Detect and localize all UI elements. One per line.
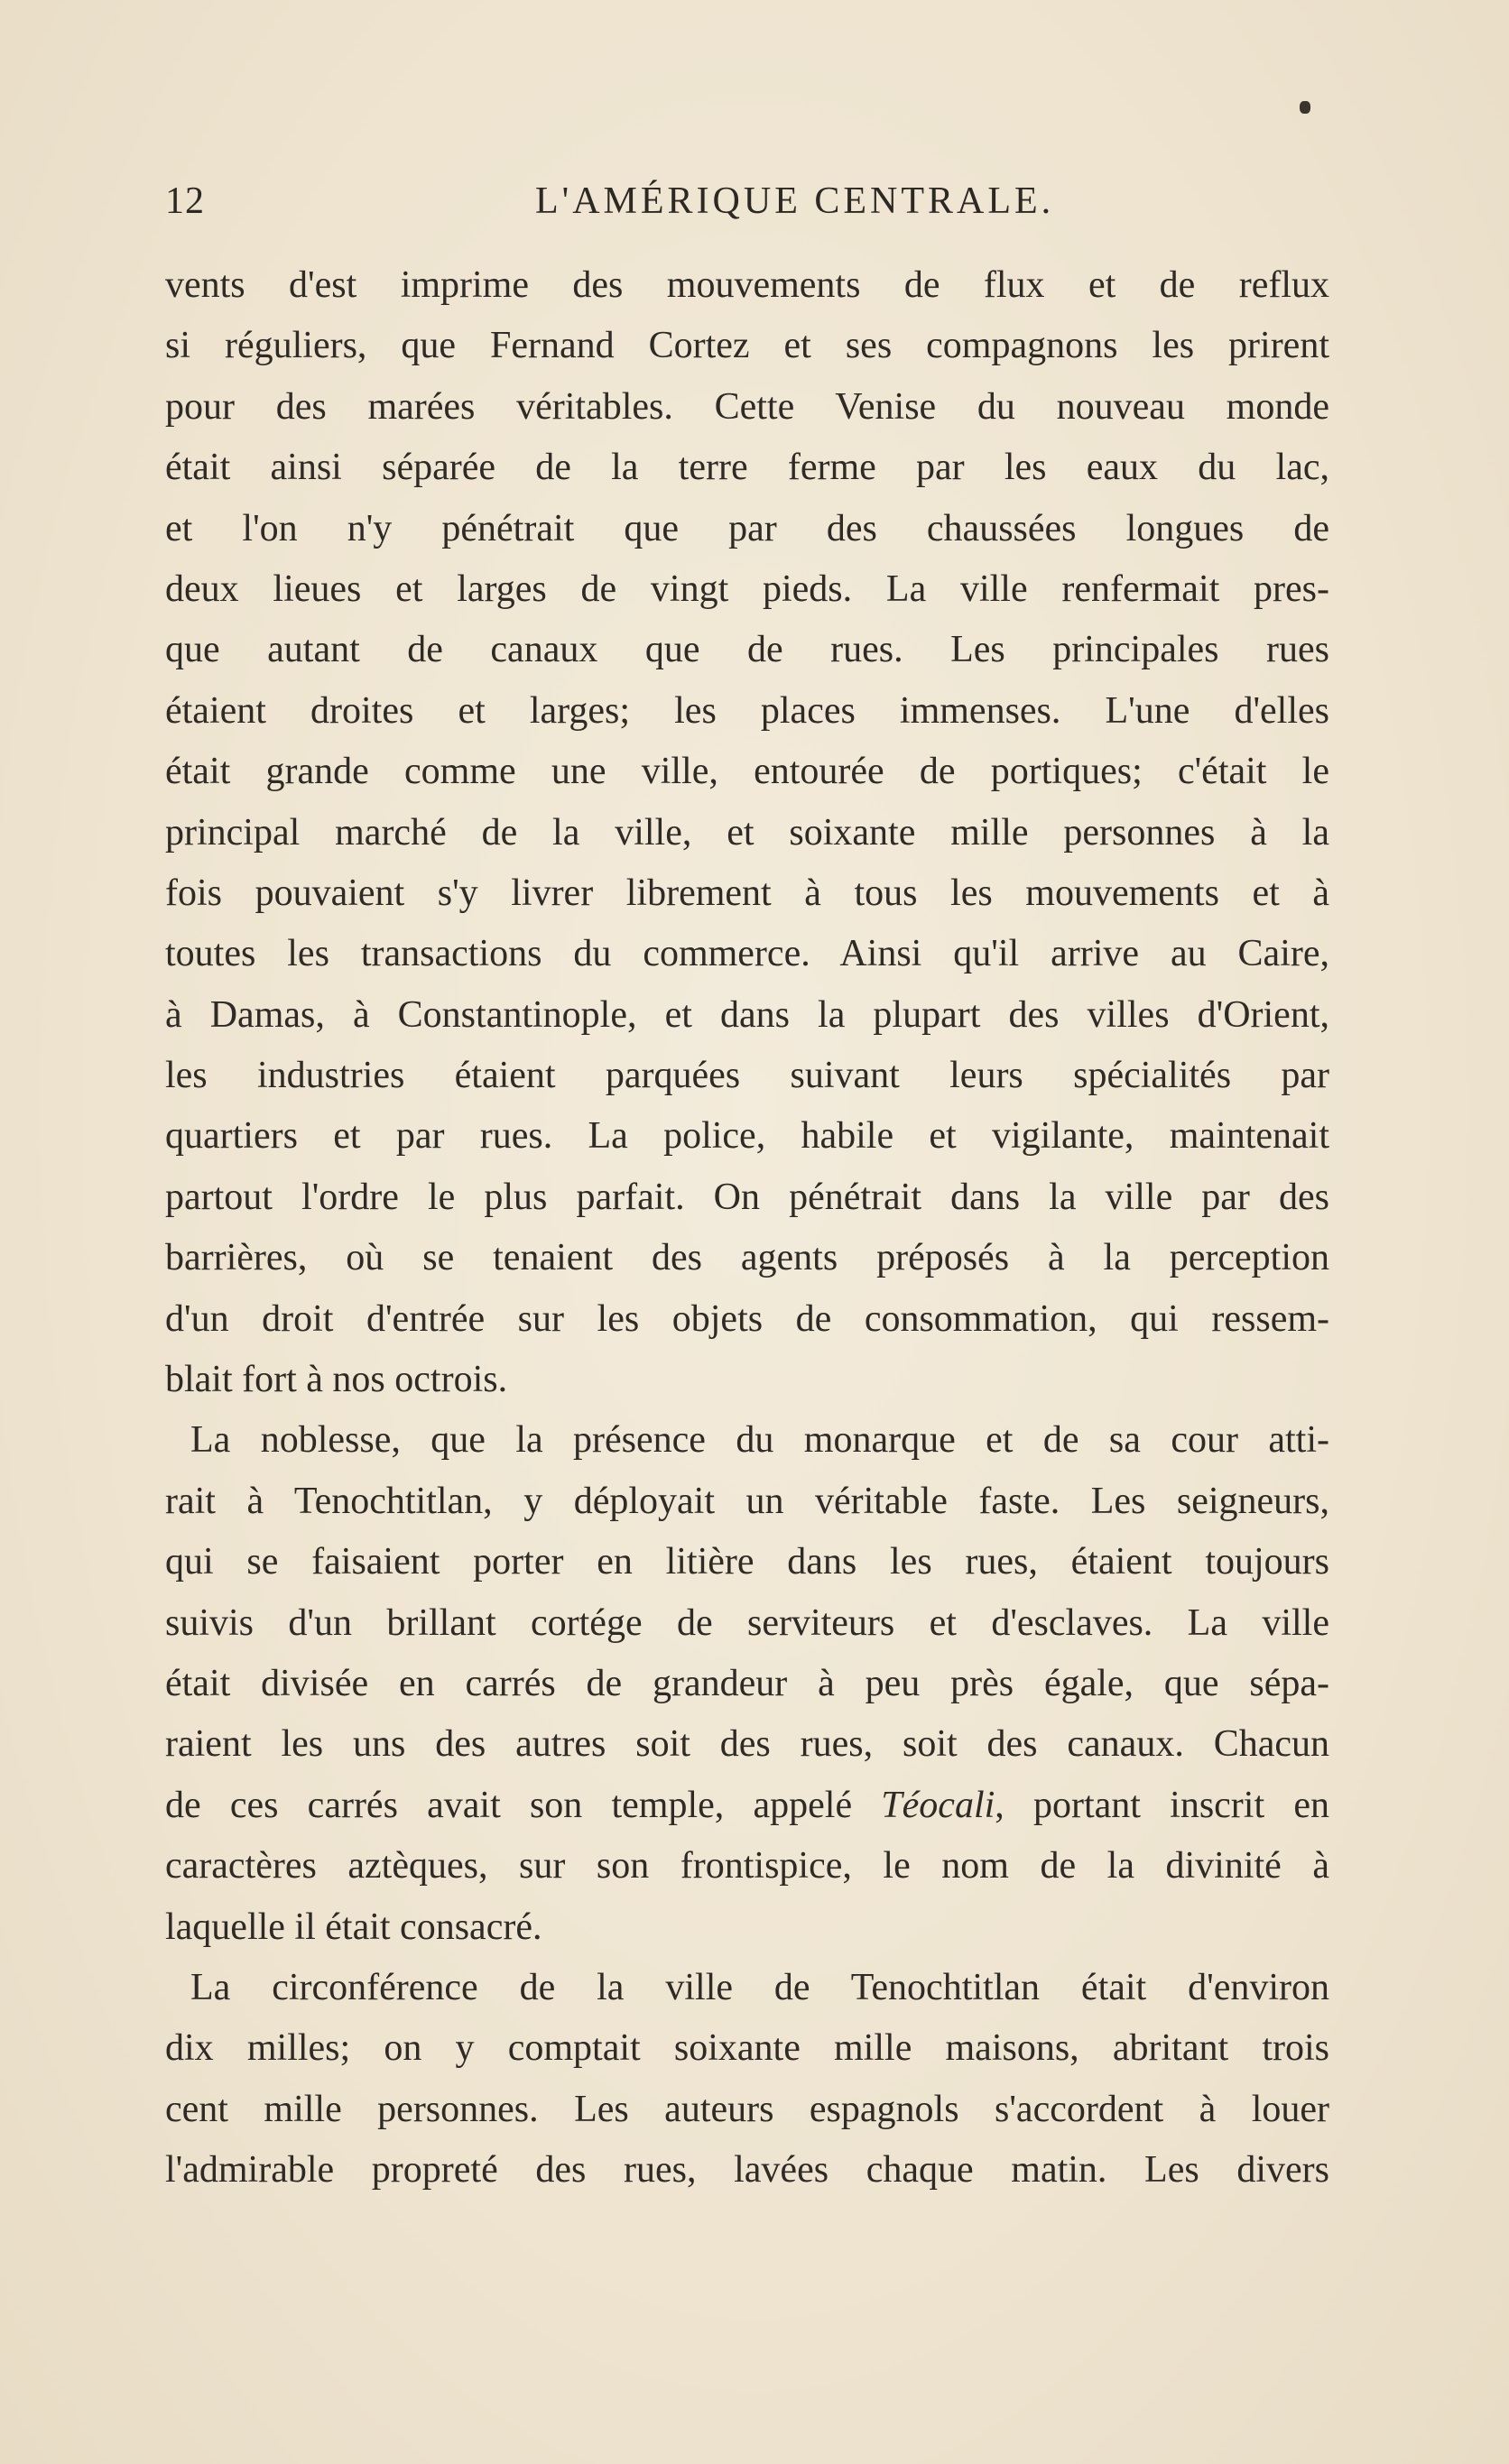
text-line: caractères aztèques, sur son frontispice, le nom de la divinité à xyxy=(165,1845,1329,1887)
text-line: pour des marées véritables. Cette Venise du nouveau monde xyxy=(165,385,1329,428)
paragraph-1 xyxy=(165,255,1329,1410)
text-line: à Damas, à Constantinople, et dans la plupart des villes d'Orient, xyxy=(165,993,1329,1036)
text-segment: , portant inscrit en xyxy=(995,1784,1329,1826)
text-line: raient les uns des autres soit des rues, soit des canaux. Chacun xyxy=(165,1723,1329,1766)
text-line: fois pouvaient s'y livrer librement à tous les mouvements et à xyxy=(165,872,1329,914)
text-line: les industries étaient parquées suivant leurs spécialités par xyxy=(165,1055,1329,1097)
paragraph-3 xyxy=(165,1958,1329,2201)
text-line: étaient droites et larges; les places immenses. L'une d'elles xyxy=(165,689,1329,732)
text-line: cent mille personnes. Les auteurs espagnols s'accordent à louer xyxy=(165,2088,1329,2130)
text-line: toutes les transactions du commerce. Ainsi qu'il arrive au Caire, xyxy=(165,933,1329,975)
text-line: suivis d'un brillant cortége de serviteurs et d'esclaves. La ville xyxy=(165,1601,1329,1644)
page-header xyxy=(165,178,1329,225)
text-line: laquelle il était consacré. xyxy=(165,1906,542,1948)
text-line: dix milles; on y comptait soixante mille maisons, abritant trois xyxy=(165,2027,1329,2070)
text-line: principal marché de la ville, et soixante mille personnes à la xyxy=(165,811,1329,854)
text-line: si réguliers, que Fernand Cortez et ses compagnons les prirent xyxy=(165,325,1329,367)
paragraph-2 xyxy=(165,1410,1329,1958)
text-line: était divisée en carrés de grandeur à peu près égale, que sépa- xyxy=(165,1662,1329,1704)
text-line: blait fort à nos octrois. xyxy=(165,1359,508,1401)
text-line: quartiers et par rues. La police, habile et vigilante, maintenait xyxy=(165,1115,1329,1158)
text-line: partout l'ordre le plus parfait. On pénétrait dans la ville par des xyxy=(165,1176,1329,1218)
running-title: L'AMÉRIQUE CENTRALE. xyxy=(535,180,1055,222)
text-line-with-italic xyxy=(165,1776,1329,1836)
text-line: était grande comme une ville, entourée de portiques; c'était le xyxy=(165,751,1329,793)
page-number: 12 xyxy=(165,180,205,222)
text-line: deux lieues et larges de vingt pieds. La ville renfermait pres- xyxy=(165,568,1329,610)
text-line: était ainsi séparée de la terre ferme par les eaux du lac, xyxy=(165,447,1329,489)
text-line: d'un droit d'entrée sur les objets de consommation, qui ressem- xyxy=(165,1297,1329,1340)
text-line: rait à Tenochtitlan, y déployait un véritable faste. Les seigneurs, xyxy=(165,1480,1329,1522)
text-segment: de ces carrés avait son temple, appelé xyxy=(165,1784,882,1826)
body-text xyxy=(165,255,1329,2201)
text-line: et l'on n'y pénétrait que par des chaussées longues de xyxy=(165,507,1329,549)
text-line: qui se faisaient porter en litière dans les rues, étaient toujours xyxy=(165,1541,1329,1583)
text-line: barrières, où se tenaient des agents préposés à la perception xyxy=(165,1237,1329,1279)
text-line: La noblesse, que la présence du monarque et de sa cour atti- xyxy=(190,1419,1329,1462)
text-line: La circonférence de la ville de Tenochtitlan était d'environ xyxy=(190,1966,1329,2008)
italic-term: Téocali xyxy=(881,1784,995,1826)
text-line: que autant de canaux que de rues. Les principales rues xyxy=(165,629,1329,671)
ink-mark xyxy=(1300,101,1310,114)
text-line: l'admirable propreté des rues, lavées chaque matin. Les divers xyxy=(165,2149,1329,2192)
text-line: vents d'est imprime des mouvements de flux et de reflux xyxy=(165,264,1329,306)
